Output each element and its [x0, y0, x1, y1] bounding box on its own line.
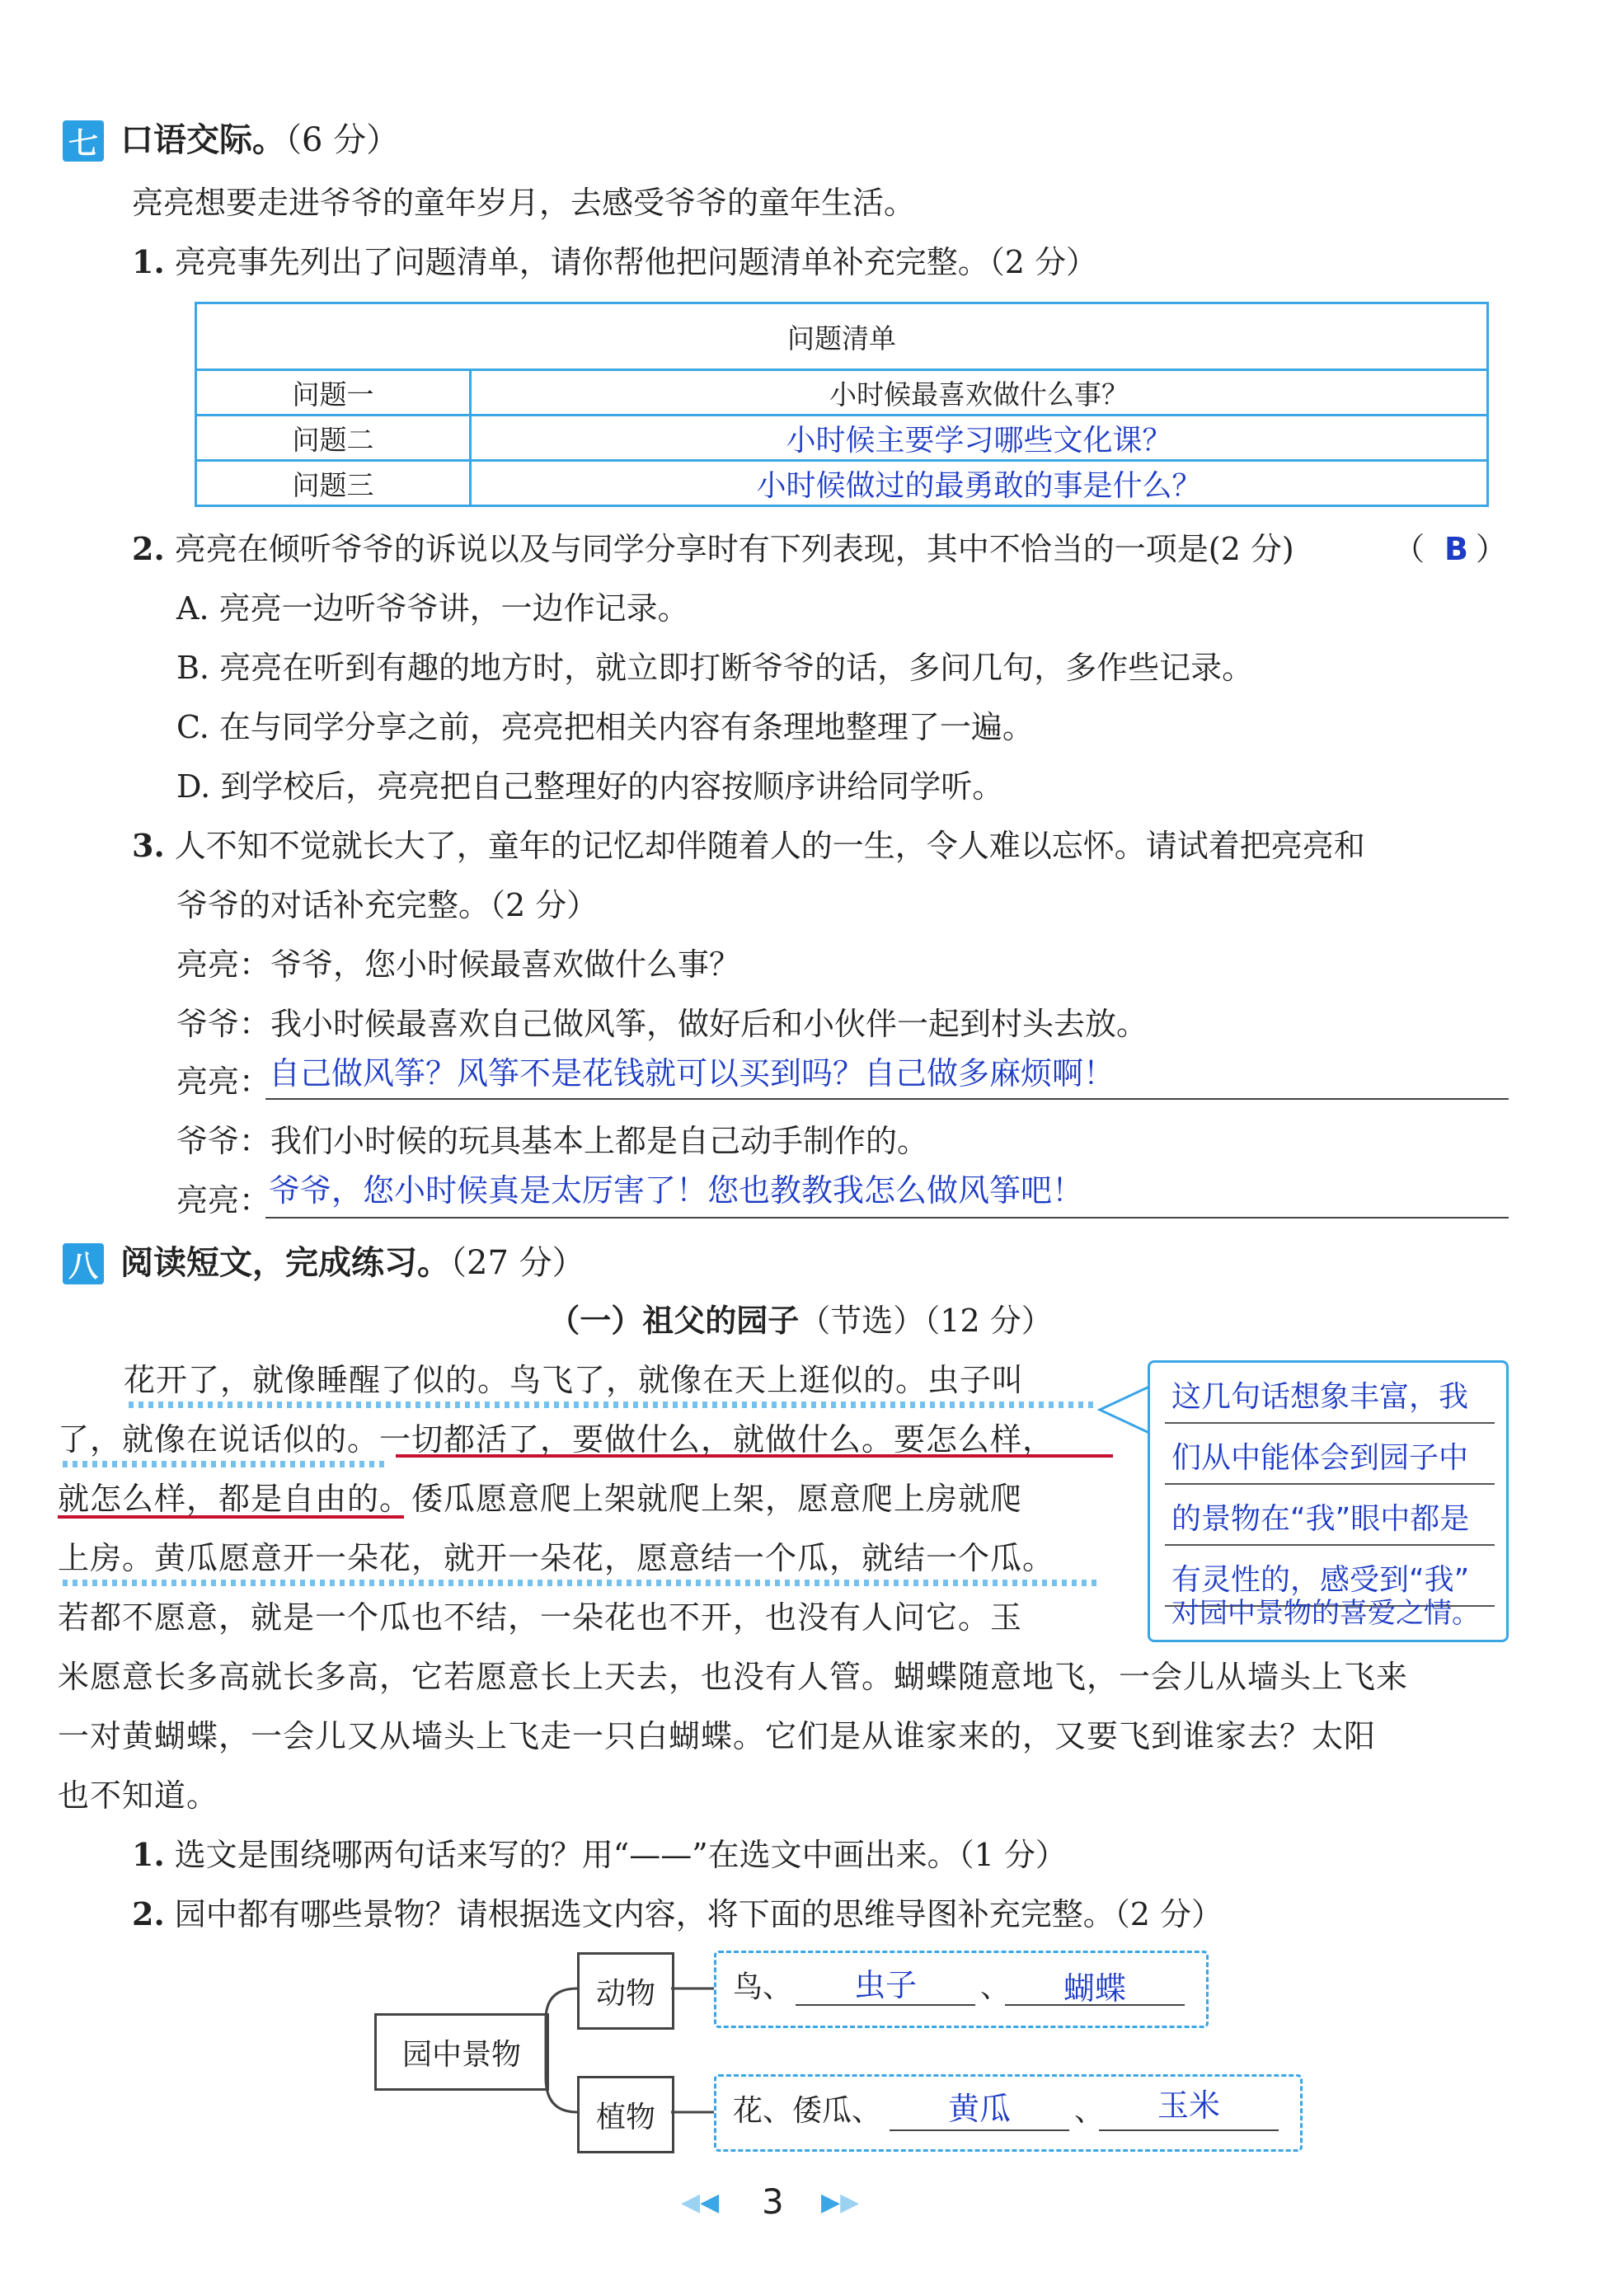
- section-8-title-text: 阅读短文，完成练习。: [120, 1244, 450, 1282]
- animals-answer-1: 虫子: [853, 1967, 917, 2003]
- row-value: 小时候最喜欢做什么事？: [471, 370, 1488, 416]
- passage-line: 也不知道。: [58, 1777, 219, 1814]
- callout-line: 的景物在“我”眼中都是: [1171, 1502, 1470, 1536]
- s7-q2-paren-right: ）: [1476, 531, 1508, 567]
- passage-line: 就怎么样，都是自由的。倭瓜愿意爬上架就爬上架，愿意爬上房就爬: [58, 1481, 1023, 1517]
- s7-q2-option-b: B. 亮亮在听到有趣的地方时，就立即打断爷爷的话，多问几句，多作些记录。: [176, 650, 1254, 686]
- page-nav-prev-icon: ◀◀: [681, 2188, 720, 2217]
- dialogue-4: 爷爷：我们小时候的玩具基本上都是自己动手制作的。: [176, 1123, 929, 1159]
- s8-q2-num: 2.: [132, 1895, 165, 1932]
- plants-separator: 、: [1074, 2094, 1105, 2128]
- s8-q1-num: 1.: [132, 1836, 165, 1873]
- dialogue-3-label: 亮亮：: [176, 1063, 271, 1100]
- plants-given: 花、倭瓜、: [733, 2094, 882, 2128]
- animals-given: 鸟、: [733, 1970, 793, 2004]
- table-header: 问题清单: [196, 303, 1488, 370]
- section-7-title-text: 口语交际。: [120, 121, 285, 159]
- passage-title-text: （一）祖父的园子: [548, 1303, 800, 1339]
- section-8-points: （27 分）: [450, 1244, 585, 1282]
- s7-q2-num: 2.: [132, 530, 165, 567]
- mindmap-root: 园中景物: [374, 2013, 549, 2091]
- dialogue-3-answer: 自己做风筝？风筝不是花钱就可以买到吗？自己做多麻烦啊！: [269, 1055, 1115, 1092]
- animals-separator: 、: [980, 1970, 1011, 2004]
- passage-subtitle: （节选）（12 分）: [799, 1303, 1053, 1339]
- section-8-badge: 八: [63, 1243, 104, 1284]
- row-label: 问题一: [196, 370, 471, 416]
- page-nav-next-icon: ▶▶: [821, 2188, 860, 2217]
- passage-line: 若都不愿意，就是一个瓜也不结，一朵花也不开，也没有人问它。玉: [58, 1599, 1023, 1636]
- row-label: 问题二: [196, 416, 471, 461]
- callout-line: 有灵性的，感受到“我”: [1171, 1563, 1470, 1597]
- plants-answer-2: 玉米: [1157, 2087, 1220, 2124]
- section-7-points: （6 分）: [285, 121, 400, 159]
- dialogue-5-answer: 爷爷，您小时候真是太厉害了！您也教教我怎么做风筝吧！: [269, 1172, 1084, 1209]
- passage-line: 米愿意长多高就长多高，它若愿意长上天去，也没有人管。蝴蝶随意地飞，一会儿从墙头上飞来: [58, 1659, 1409, 1695]
- s7-q2-answer: B: [1444, 531, 1468, 567]
- passage-line: 花开了，就像睡醒了似的。鸟飞了，就像在天上逛似的。虫子叫: [124, 1362, 1025, 1398]
- plants-answer-box: [714, 2074, 1303, 2152]
- page-number: 3: [762, 2181, 784, 2222]
- passage-line: 一对黄蝴蝶，一会儿又从墙头上飞走一只白蝴蝶。它们是从谁家来的，又要飞到谁家去？太阳: [58, 1718, 1377, 1754]
- row-answer: 小时候主要学习哪些文化课？: [471, 416, 1488, 461]
- blank-line: [796, 2004, 975, 2006]
- blank-line: [1099, 2129, 1279, 2131]
- callout-line: 这几句话想象丰富，我: [1171, 1380, 1469, 1414]
- s7-q3-num: 3.: [132, 827, 165, 864]
- s8-q1-text: 选文是围绕哪两句话来写的？用“——”在选文中画出来。（1 分）: [174, 1837, 1067, 1873]
- blank-line: [1005, 2004, 1185, 2006]
- row-label: 问题三: [196, 461, 471, 506]
- blank-line: [890, 2129, 1069, 2131]
- passage-line: 上房。黄瓜愿意开一朵花，就开一朵花，愿意结一个瓜，就结一个瓜。: [58, 1540, 1055, 1576]
- s7-q2-option-d: D. 到学校后，亮亮把自己整理好的内容按顺序讲给同学听。: [176, 768, 1004, 805]
- s7-q2-option-c: C. 在与同学分享之前，亮亮把相关内容有条理地整理了一遍。: [176, 709, 1034, 745]
- s7-q3-text: 人不知不觉就长大了，童年的记忆却伴随着人的一生，令人难以忘怀。请试着把亮亮和: [174, 828, 1365, 864]
- plants-answer-1: 黄瓜: [947, 2091, 1011, 2127]
- animals-answer-box: [714, 1951, 1209, 2028]
- mindmap-animals-node: 动物: [577, 1952, 674, 2030]
- row-answer: 小时候做过的最勇敢的事是什么？: [471, 461, 1488, 506]
- dialogue-1: 亮亮：爷爷，您小时候最喜欢做什么事？: [176, 946, 741, 983]
- s7-q2-text: 亮亮在倾听爷爷的诉说以及与同学分享时有下列表现，其中不恰当的一项是(2 分): [174, 531, 1294, 567]
- section-7-badge: 七: [63, 120, 104, 162]
- animals-answer-2: 蝴蝶: [1063, 1970, 1126, 2007]
- s8-q2-text: 园中都有哪些景物？请根据选文内容，将下面的思维导图补充完整。（2 分）: [174, 1896, 1223, 1932]
- callout-line: 对园中景物的喜爱之情。: [1171, 1597, 1480, 1630]
- callout-line: 们从中能体会到园子中: [1171, 1441, 1469, 1475]
- dialogue-2: 爷爷：我小时候最喜欢自己做风筝，做好后和小伙伴一起到村头去放。: [176, 1006, 1148, 1042]
- mindmap-plants-node: 植物: [577, 2076, 674, 2153]
- passage-line: 了，就像在说话似的。一切都活了，要做什么，就做什么。要怎么样，: [58, 1421, 1055, 1458]
- section-7-intro: 亮亮想要走进爷爷的童年岁月，去感受爷爷的童年生活。: [132, 185, 916, 221]
- s7-q3-line2: 爷爷的对话补充完整。（2 分）: [176, 887, 599, 923]
- s7-q1-num: 1.: [132, 243, 165, 280]
- s7-q2-paren-left: （: [1393, 531, 1425, 567]
- s7-q2-option-a: A. 亮亮一边听爷爷讲，一边作记录。: [176, 590, 689, 627]
- s7-q1-text: 亮亮事先列出了问题清单，请你帮他把问题清单补充完整。（2 分）: [174, 244, 1098, 280]
- dialogue-5-label: 亮亮：: [176, 1182, 271, 1218]
